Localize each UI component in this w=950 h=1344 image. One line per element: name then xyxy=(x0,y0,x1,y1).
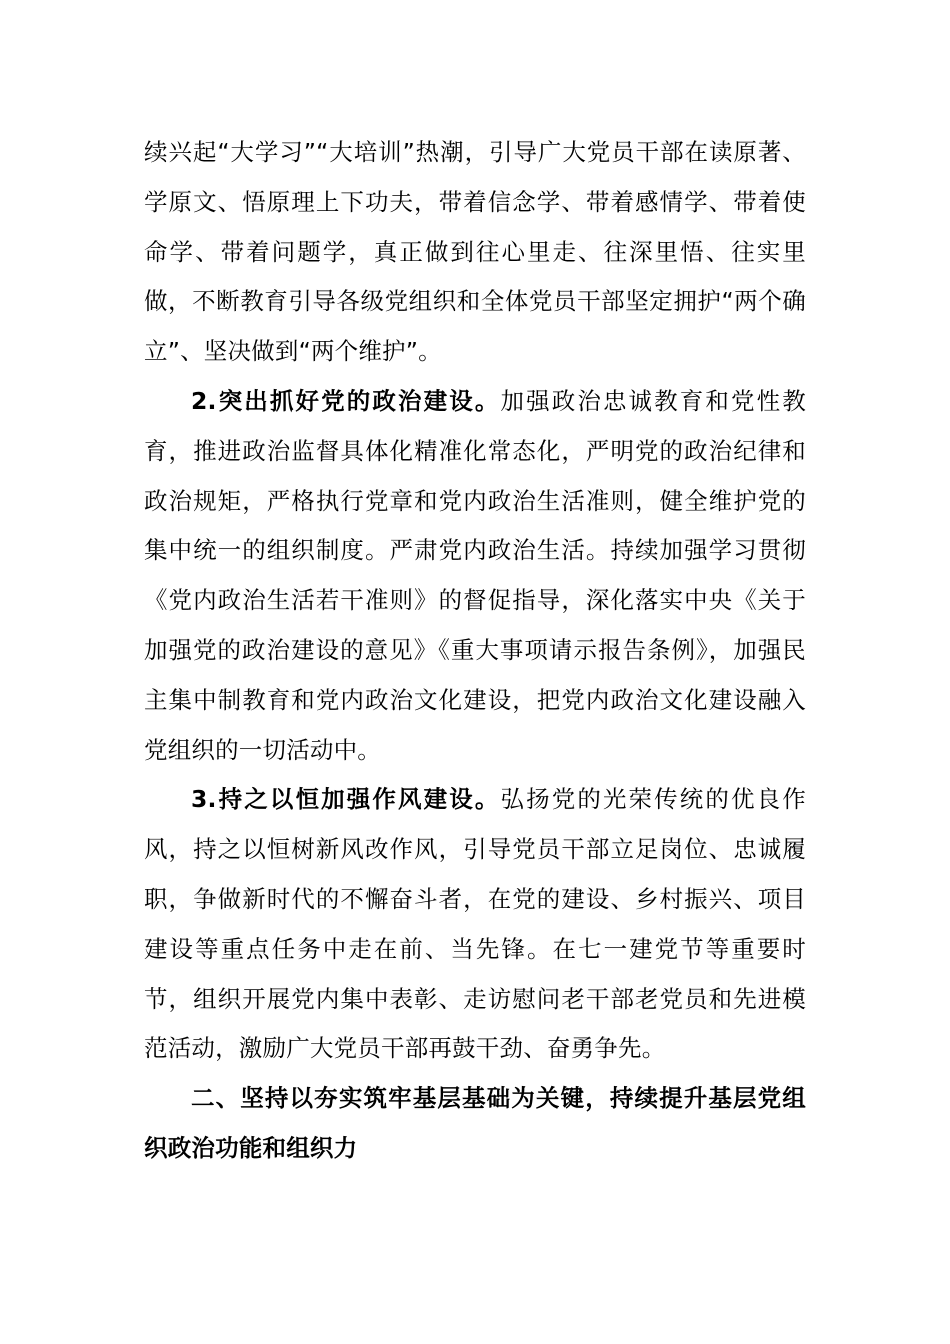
paragraph-2-lead: 2.突出抓好党的政治建设。 xyxy=(191,386,501,415)
document-body xyxy=(144,128,806,1174)
paragraph-work-style xyxy=(144,775,806,1074)
paragraph-1-body: 续兴起“大学习”“大培训”热潮，引导广大党员干部在读原著、学原文、悟原理上下功夫，带着信念学、带着感情学、带着使命学、带着问题学，真正做到往心里走、往深里悟、往实里做，不断教育引导各级党组织和全体党员干部坚定拥护“两个确立”、坚决做到“两个维护”。 xyxy=(144,138,806,366)
paragraph-3-lead: 3.持之以恒加强作风建设。 xyxy=(191,785,501,814)
paragraph-political-construction xyxy=(144,377,806,775)
paragraph-continuation xyxy=(144,128,806,377)
section-heading: 二、坚持以夯实筑牢基层基础为关键，持续提升基层党组织政治功能和组织力 xyxy=(144,1084,806,1162)
paragraph-3-body: 弘扬党的光荣传统的优良作风，持之以恒树新风改作风，引导党员干部立足岗位、忠诚履职，争做新时代的不懈奋斗者，在党的建设、乡村振兴、项目建设等重点任务中走在前、当先锋。在七一建党节等重要时节，组织开展党内集中表彰、走访慰问老干部老党员和先进模范活动，激励广大党员干部再鼓干劲、奋勇争先。 xyxy=(144,785,806,1063)
paragraph-2-body: 加强政治忠诚教育和党性教育，推进政治监督具体化精准化常态化，严明党的政治纪律和政治规矩，严格执行党章和党内政治生活准则，健全维护党的集中统一的组织制度。严肃党内政治生活。持续加强学习贯彻《党内政治生活若干准则》的督促指导，深化落实中央《关于加强党的政治建设的意见》《重大事项请示报告条例》，加强民主集中制教育和党内政治文化建设，把党内政治文化建设融入党组织的一切活动中。 xyxy=(144,386,806,764)
